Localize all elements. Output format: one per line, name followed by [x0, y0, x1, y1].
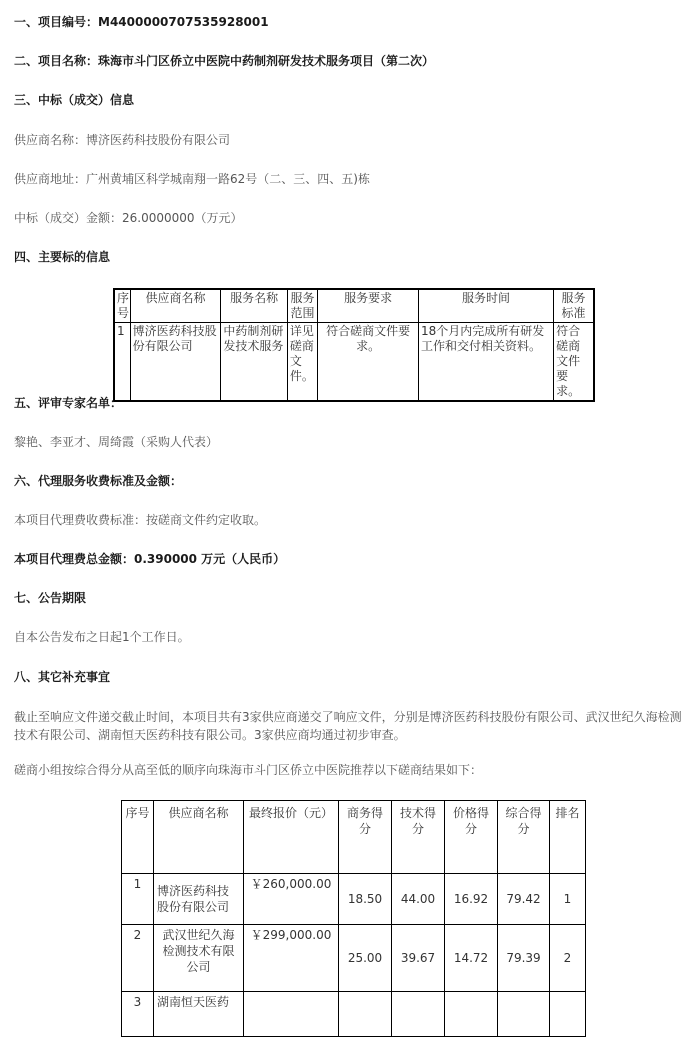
- table-row: [122, 874, 586, 925]
- table-cell: [392, 992, 445, 1037]
- table-cell: 1: [114, 323, 130, 402]
- award-amount: 中标（成交）金额：26.0000000（万元）: [14, 211, 243, 225]
- col-header: 供应商名称: [154, 801, 244, 874]
- table-header-row: [122, 801, 586, 874]
- supplier-name: 供应商名称：博济医药科技股份有限公司: [14, 133, 231, 147]
- table-row: [122, 925, 586, 992]
- recommendation-paragraph: 磋商小组按综合得分从高至低的顺序向珠海市斗门区侨立中医院推荐以下磋商结果如下：: [14, 763, 483, 777]
- col-header: 最终报价（元）: [244, 801, 339, 874]
- table-cell: [339, 992, 392, 1037]
- table-cell: [550, 992, 586, 1037]
- table-cell: 18个月内完成所有研发工作和交付相关资料。: [419, 323, 554, 402]
- table-row: [122, 992, 586, 1037]
- table-header-row: [114, 289, 594, 323]
- section-experts-title: 五、评审专家名单：: [14, 396, 123, 410]
- table-cell: 25.00: [339, 925, 392, 992]
- table-cell: 湖南恒天医药: [154, 992, 244, 1037]
- table-cell: 1: [122, 874, 154, 925]
- table-cell: 博济医药科技股份有限公司: [130, 323, 221, 402]
- col-header: 服务标准: [554, 289, 594, 323]
- expert-names: 黎艳、李亚才、周绮霞（采购人代表）: [14, 435, 219, 449]
- table-cell: 3: [122, 992, 154, 1037]
- main-subject-table: [113, 288, 595, 402]
- col-header: 排名: [550, 801, 586, 874]
- section-main-subject-title: 四、主要标的信息: [14, 250, 111, 264]
- section-notice-period-title: 七、公告期限: [14, 591, 87, 605]
- col-header: 商务得分: [339, 801, 392, 874]
- agency-fee-standard: 本项目代理费收费标准：按磋商文件约定收取。: [14, 513, 267, 527]
- table-cell: 博济医药科技股份有限公司: [154, 874, 244, 925]
- col-header: 序号: [122, 801, 154, 874]
- evaluation-result-table: [121, 800, 586, 1037]
- table-cell: 符合磋商文件要求。: [554, 323, 594, 402]
- table-cell: 14.72: [445, 925, 498, 992]
- section-agency-fee-title: 六、代理服务收费标准及金额：: [14, 474, 183, 488]
- col-header: 服务时间: [419, 289, 554, 323]
- table-cell: 1: [550, 874, 586, 925]
- table-row: [114, 323, 594, 402]
- col-header: 服务要求: [318, 289, 419, 323]
- table-cell: 中药制剂研发技术服务: [221, 323, 288, 402]
- section-other-matters-title: 八、其它补充事宜: [14, 670, 111, 684]
- table-cell: 39.67: [392, 925, 445, 992]
- table-cell: 79.39: [498, 925, 550, 992]
- table-cell: 18.50: [339, 874, 392, 925]
- table-cell: [498, 992, 550, 1037]
- table-cell: 符合磋商文件要求。: [318, 323, 419, 402]
- col-header: 序号: [114, 289, 130, 323]
- notice-period-text: 自本公告发布之日起1个工作日。: [14, 630, 190, 644]
- col-header: 技术得分: [392, 801, 445, 874]
- table-cell: 79.42: [498, 874, 550, 925]
- col-header: 综合得分: [498, 801, 550, 874]
- table-cell: 武汉世纪久海检测技术有限公司: [154, 925, 244, 992]
- project-number: 一、项目编号：M4400000707535928001: [14, 15, 269, 29]
- table-cell: 44.00: [392, 874, 445, 925]
- table-cell: 2: [550, 925, 586, 992]
- col-header: 服务名称: [221, 289, 288, 323]
- table-cell: ￥299,000.00: [244, 925, 339, 992]
- project-name: 二、项目名称：珠海市斗门区侨立中医院中药制剂研发技术服务项目（第二次）: [14, 54, 435, 68]
- table-cell: 详见磋商文件。: [287, 323, 317, 402]
- supplier-address: 供应商地址：广州黄埔区科学城南翔一路62号（二、三、四、五)栋: [14, 172, 370, 186]
- col-header: 价格得分: [445, 801, 498, 874]
- agency-fee-total: 本项目代理费总金额：0.390000 万元（人民币）: [14, 552, 286, 566]
- table-cell: [244, 992, 339, 1037]
- other-matters-paragraph: 截止至响应文件递交截止时间，本项目共有3家供应商递交了响应文件，分别是博济医药科技股份有限公司、武汉世纪久海检测技术有限公司、湖南恒天医药科技有限公司。3家供应商均通过初步审查。: [14, 710, 682, 742]
- col-header: 供应商名称: [130, 289, 221, 323]
- table-cell: ￥260,000.00: [244, 874, 339, 925]
- col-header: 服务范围: [287, 289, 317, 323]
- table-cell: 2: [122, 925, 154, 992]
- table-cell: [445, 992, 498, 1037]
- table-cell: 16.92: [445, 874, 498, 925]
- section-award-info-title: 三、中标（成交）信息: [14, 93, 135, 107]
